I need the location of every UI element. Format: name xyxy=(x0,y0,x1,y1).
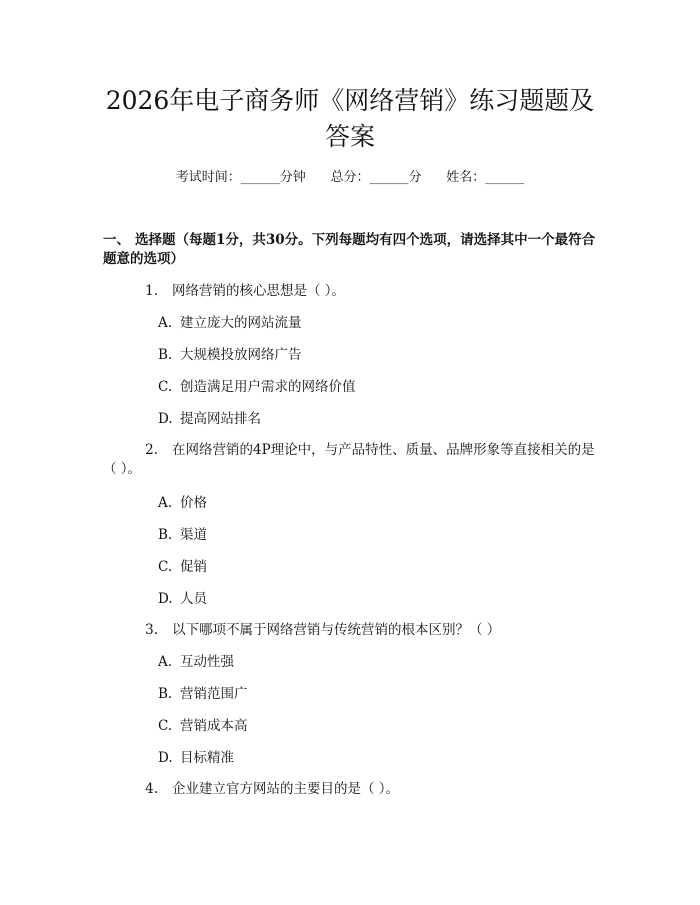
question-2-option-d xyxy=(158,590,207,609)
exam-meta-line: 考试时间：______分钟 总分：______分 姓名：______ xyxy=(175,170,525,185)
section-heading xyxy=(103,231,603,269)
option-text: 创造满足用户需求的网络价值 xyxy=(180,379,356,395)
option-text: 价格 xyxy=(180,495,207,511)
option-letter: C. xyxy=(158,559,173,575)
question-2-option-c xyxy=(158,558,207,577)
question-4 xyxy=(103,780,599,799)
option-text: 大规模投放网络广告 xyxy=(180,347,302,363)
option-letter: C. xyxy=(158,379,173,395)
option-letter: B. xyxy=(158,347,173,363)
question-text: 网络营销的核心思想是（ ）。 xyxy=(172,283,346,299)
question-3-option-d xyxy=(158,749,234,768)
option-text: 营销成本高 xyxy=(180,718,248,734)
document-title xyxy=(90,83,610,155)
question-number: 2. xyxy=(145,442,158,458)
option-text: 促销 xyxy=(180,559,207,575)
question-2-option-a xyxy=(158,494,207,513)
option-text: 人员 xyxy=(180,591,207,607)
option-letter: D. xyxy=(158,750,173,766)
option-letter: D. xyxy=(158,591,173,607)
option-text: 目标精准 xyxy=(180,750,234,766)
question-number: 4. xyxy=(145,781,158,797)
option-letter: C. xyxy=(158,718,173,734)
option-letter: B. xyxy=(158,686,173,702)
question-3-option-b xyxy=(158,685,248,704)
question-number: 3. xyxy=(145,622,158,638)
section-number: 一、 xyxy=(103,232,130,248)
question-1 xyxy=(103,282,599,301)
question-1-option-d xyxy=(158,410,261,429)
option-text: 互动性强 xyxy=(180,654,234,670)
option-letter: A. xyxy=(158,495,173,511)
question-3 xyxy=(103,621,599,640)
question-1-option-b xyxy=(158,346,302,365)
option-letter: A. xyxy=(158,315,173,331)
option-text: 建立庞大的网站流量 xyxy=(180,315,302,331)
question-2 xyxy=(103,441,599,479)
option-letter: B. xyxy=(158,527,173,543)
question-3-option-c xyxy=(158,717,248,736)
question-text: 企业建立官方网站的主要目的是（ ）。 xyxy=(172,781,400,797)
title-line-2: 答案 xyxy=(324,122,375,151)
option-text: 渠道 xyxy=(180,527,207,543)
question-text: 以下哪项不属于网络营销与传统营销的根本区别？（ ） xyxy=(172,622,501,638)
title-line-1: 2026年电子商务师《网络营销》练习题题及 xyxy=(105,86,595,115)
option-letter: A. xyxy=(158,654,173,670)
question-text: 在网络营销的4P理论中，与产品特性、质量、品牌形象等直接相关的是（ ）。 xyxy=(103,442,595,477)
question-1-option-c xyxy=(158,378,356,397)
question-1-option-a xyxy=(158,314,302,333)
option-text: 营销范围广 xyxy=(180,686,248,702)
question-3-option-a xyxy=(158,653,234,672)
question-number: 1. xyxy=(145,283,158,299)
option-letter: D. xyxy=(158,411,173,427)
section-heading-text: 选择题（每题1分，共30分。下列每题均有四个选项，请选择其中一个最符合题意的选项） xyxy=(103,232,596,267)
question-2-option-b xyxy=(158,526,207,545)
option-text: 提高网站排名 xyxy=(180,411,261,427)
